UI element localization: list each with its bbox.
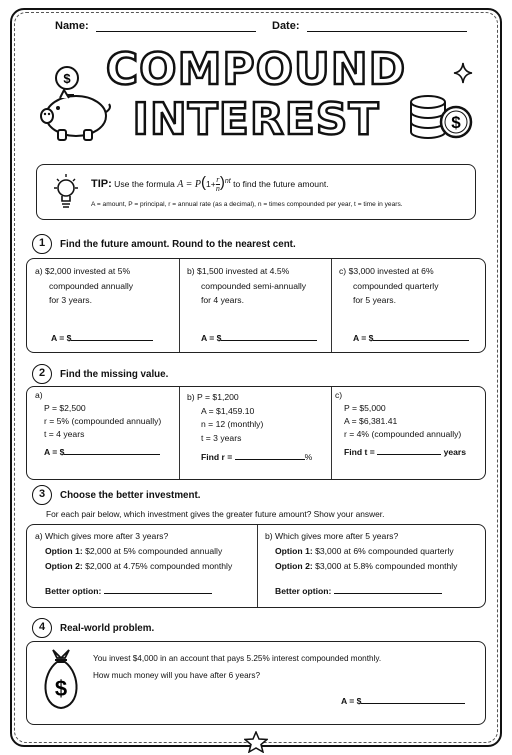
date-field [272, 20, 467, 32]
formula-paren-close: ) [219, 174, 225, 191]
better-option-label: Better option: [275, 586, 332, 596]
real-world-line-1: You invest $4,000 in an account that pays 5.25% interest compounded monthly. [93, 654, 382, 663]
formula-paren-open: ( [201, 174, 207, 191]
problem-letter: c) [335, 390, 343, 400]
section-2-title: Find the missing value. [60, 369, 169, 380]
answer-line[interactable] [221, 331, 317, 341]
star-icon [244, 731, 268, 753]
tip-legend: A = amount, P = principal, r = annual rate (as a decimal), n = times compounded per year, t = time in years. [91, 201, 403, 208]
name-line[interactable] [96, 22, 256, 32]
section-2-box [26, 386, 486, 480]
problem-line: n = 12 (monthly) [201, 419, 264, 429]
title-line-1: COMPOUND [105, 44, 407, 95]
divider [179, 259, 180, 352]
option-text: $3,000 at 5.8% compounded monthly [315, 561, 458, 571]
problem-line: for 3 years. [49, 295, 92, 305]
problem-2c [335, 389, 466, 459]
answer-line[interactable] [373, 331, 469, 341]
investment-b: b) Which gives more after 5 years? Option 1: $3,000 at 6% compounded quarterly Option 2: $3,000 at 5.8% compounded monthly Better option: [265, 531, 458, 596]
name-field [55, 20, 256, 32]
problem-letter: b) [187, 266, 195, 276]
formula-n: n [215, 184, 220, 194]
problem-line: $3,000 invested at 6% [348, 266, 434, 276]
tip-text-before: Use the formula [114, 179, 175, 189]
section-2-number: 2 [32, 364, 52, 384]
problem-line: P = $5,000 [344, 403, 386, 413]
section-3-title: Choose the better investment. [60, 490, 201, 501]
name-label: Name: [55, 20, 89, 32]
problem-2b [187, 391, 312, 465]
better-option-label: Better option: [45, 586, 102, 596]
problem-line: A = $6,381.41 [344, 416, 398, 426]
problem-line: A = $1,459.10 [201, 405, 255, 416]
section-4-box [26, 641, 486, 725]
problem-line: compounded semi-annually [201, 280, 307, 291]
problem-line: compounded quarterly [353, 280, 439, 291]
problem-letter: a) [35, 390, 43, 400]
divider [331, 387, 332, 479]
divider [257, 525, 258, 607]
section-1-box [26, 258, 486, 353]
divider [331, 259, 332, 352]
formula-lhs: A = P [177, 179, 202, 190]
problem-line: $2,000 invested at 5% [45, 266, 131, 276]
problem-2a [35, 389, 161, 459]
answer-1b: A = $ [201, 331, 317, 346]
problem-1a [35, 264, 175, 308]
answer-line[interactable] [71, 331, 153, 341]
section-4-number: 4 [32, 618, 52, 638]
svg-text:$: $ [54, 676, 68, 701]
problem-line: P = $1,200 [197, 392, 239, 402]
real-world-line-2: How much money will you have after 6 years? [93, 671, 261, 680]
formula-r: r [216, 175, 220, 185]
date-label: Date: [272, 20, 300, 32]
option-text: $2,000 at 5% compounded annually [85, 546, 223, 556]
investment-question: a) Which gives more after 3 years? [35, 531, 169, 541]
lightbulb-icon [51, 173, 81, 213]
answer-line[interactable] [64, 445, 160, 455]
option-text: $2,000 at 4.75% compounded monthly [85, 561, 233, 571]
investment-a: a) Which gives more after 3 years? Option 1: $2,000 at 5% compounded annually Option 2: $2,000 at 4.75% compounded monthly Better option: [35, 531, 233, 596]
svg-text:$: $ [63, 71, 71, 86]
problem-line: r = 4% (compounded annually) [344, 429, 462, 439]
section-3-box [26, 524, 486, 608]
problem-line: $1,500 invested at 4.5% [197, 266, 290, 276]
answer-2b: Find r = % [201, 452, 313, 462]
coin-stack-icon [406, 80, 476, 144]
problem-line: t = 3 years [201, 432, 242, 443]
svg-text:$: $ [451, 113, 461, 132]
tip-text-after: to find the future amount. [233, 179, 329, 189]
section-1-number: 1 [32, 234, 52, 254]
formula-one: 1+ [206, 179, 216, 189]
problem-1c [339, 264, 479, 308]
problem-1b [187, 264, 327, 308]
answer-4: A = $ [341, 694, 465, 709]
section-4-title: Real-world problem. [60, 623, 155, 634]
sparkle-icon [453, 62, 473, 84]
answer-line[interactable] [104, 584, 212, 594]
money-bag-icon [39, 646, 83, 712]
answer-2a: A = $ [35, 445, 161, 459]
divider [179, 387, 180, 479]
tip-label: TIP: [91, 178, 112, 190]
formula-exponent: nt [224, 178, 231, 186]
date-line[interactable] [307, 22, 467, 32]
tip-box [36, 164, 476, 220]
answer-1a: A = $ [51, 331, 153, 346]
answer-line[interactable] [235, 450, 305, 460]
problem-line: P = $2,500 [44, 403, 86, 413]
answer-2c: Find t = years [344, 447, 467, 457]
answer-line[interactable] [377, 445, 441, 455]
piggy-bank-icon [34, 64, 114, 148]
problem-line: t = 4 years [44, 429, 85, 439]
section-3-intro: For each pair below, which investment gives the greater future amount? Show your answer. [46, 509, 385, 519]
problem-letter: b) [187, 392, 195, 402]
problem-letter: c) [339, 266, 347, 276]
section-1-title: Find the future amount. Round to the nearest cent. [60, 239, 296, 250]
tip-formula-line [91, 174, 329, 193]
title-line-2: INTEREST [132, 94, 380, 145]
investment-question: b) Which gives more after 5 years? [265, 531, 399, 541]
problem-letter: a) [35, 266, 43, 276]
problem-line: r = 5% (compounded annually) [44, 416, 162, 426]
problem-line: for 4 years. [201, 295, 244, 305]
problem-line: for 5 years. [353, 295, 396, 305]
problem-line: compounded annually [49, 280, 134, 291]
answer-line[interactable] [361, 694, 465, 704]
option-text: $3,000 at 6% compounded quarterly [315, 546, 454, 556]
answer-line[interactable] [334, 584, 442, 594]
answer-1c: A = $ [353, 331, 469, 346]
section-3-number: 3 [32, 485, 52, 505]
